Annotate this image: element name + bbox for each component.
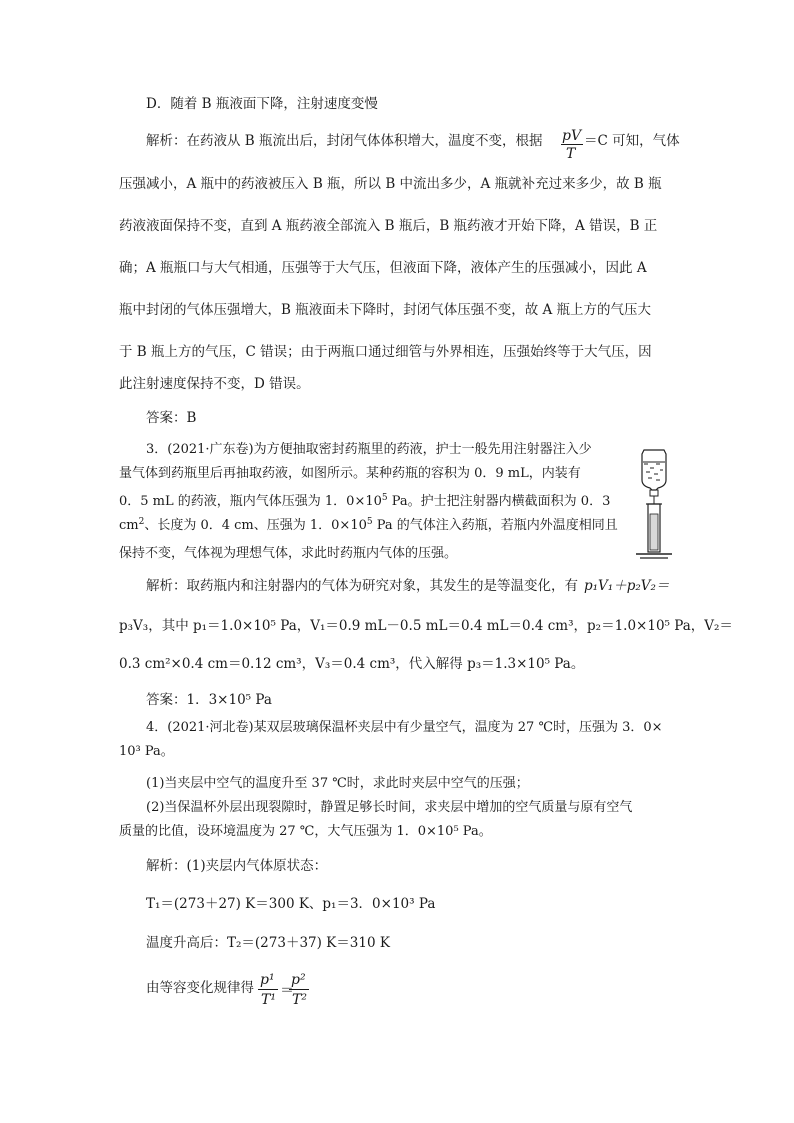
analysis-line-4: 确；A 瓶瓶口与大气相通，压强等于大气压，但液面下降，液体产生的压强减小，因此 A	[119, 260, 647, 276]
analysis-line-1	[146, 133, 543, 149]
q3-analysis-line-3: 0.3 cm²×0.4 cm＝0.12 cm³，V₃＝0.4 cm³，代入解得 p₃＝1.3×10⁵ Pa。	[119, 656, 585, 672]
fraction-bar	[561, 144, 583, 145]
vial-stopper	[650, 490, 658, 496]
q4-line-1: 4．(2021·河北卷)某双层玻璃保温杯夹层中有少量空气，温度为 27 ℃时，压强为 3．0×	[146, 720, 663, 735]
q3-line-4	[119, 514, 618, 534]
q4-analysis-line-2: T₁＝(273＋27) K＝300 K、p₁＝3．0×10³ Pa	[146, 896, 436, 912]
q3-line-5: 保持不变，气体视为理想气体，求此时药瓶内气体的压强。	[119, 546, 458, 561]
analysis-line-5: 瓶中封闭的气体压强增大，B 瓶液面未下降时，封闭气体压强不变，故 A 瓶上方的气压大	[119, 302, 652, 318]
analysis-line-6: 于 B 瓶上方的气压，C 错误；由于两瓶口通过细管与外界相连，压强始终等于大气压，因	[119, 344, 652, 360]
fraction-bar	[289, 989, 309, 990]
fraction-numerator: pV	[562, 128, 582, 144]
fraction-denominator: T²	[292, 992, 307, 1008]
fraction-denominator: T¹	[261, 992, 276, 1008]
equals-sign: ＝	[280, 983, 294, 999]
analysis-line-3: 药液液面保持不变，直到 A 瓶药液全部流入 B 瓶后，B 瓶药液才开始下降，A 错误，B 正	[119, 218, 658, 234]
exponent: 5	[366, 517, 373, 527]
option-d: D．随着 B 瓶液面下降，注射速度变慢	[146, 96, 378, 112]
q3-line-1: 3．(2021·广东卷)为方便抽取密封药瓶里的药液，护士一般先用注射器注入少	[146, 442, 592, 457]
q3-line-3-tail: Pa。护士把注射器内横截面积为 0．3	[387, 494, 611, 509]
q3-line-4-text: cm	[119, 518, 139, 533]
q3-analysis-text: 解析：取药瓶内和注射器内的气体为研究对象，其发生的是等温变化，有	[146, 578, 578, 594]
q4-analysis-line-4: 由等容变化规律得	[146, 980, 254, 996]
liquid-hatch	[644, 464, 663, 480]
q4-sub-1: (1)当夹层中空气的温度升至 37 ℃时，求此时夹层中空气的压强；	[146, 776, 529, 791]
q4-analysis-line-3: 温度升高后：T₂＝(273＋37) K＝310 K	[146, 935, 390, 951]
fraction-denominator: T	[566, 146, 576, 162]
answer-q3: 答案：1．3×10⁵ Pa	[146, 692, 272, 708]
syringe-vial-figure	[632, 444, 676, 562]
plunger	[650, 514, 658, 550]
q4-analysis-line-1: 解析：(1)夹层内气体原状态：	[146, 858, 328, 874]
exponent: 2	[138, 517, 145, 527]
fraction-numerator: p²	[291, 972, 306, 988]
q4-sub-2: (2)当保温杯外层出现裂隙时，静置足够长时间，求夹层中增加的空气质量与原有空气	[146, 800, 633, 815]
q3-line-2: 量气体到药瓶里后再抽取药液，如图所示。某种药瓶的容积为 0．9 mL，内装有	[119, 466, 581, 481]
q4-sub-2-cont: 质量的比值，设环境温度为 27 ℃，大气压强为 1．0×10⁵ Pa。	[119, 824, 492, 839]
q3-equation: p₁V₁＋p₂V₂＝	[584, 578, 670, 594]
q3-line-3-text: 0．5 mL 的药液，瓶内气体压强为 1．0×10	[119, 494, 382, 509]
q3-analysis-line-1	[146, 578, 669, 594]
analysis-line-1-tail: ＝C 可知，气体	[584, 133, 680, 149]
fraction-bar	[258, 989, 278, 990]
q3-analysis-line-2: p₃V₃，其中 p₁＝1.0×10⁵ Pa，V₁＝0.9 mL－0.5 mL＝0.4 mL＝0.4 cm³，p₂＝1.0×10⁵ Pa，V₂＝	[119, 618, 733, 634]
analysis-line-2: 压强减小，A 瓶中的药液被压入 B 瓶，所以 B 中流出多少，A 瓶就补充过来多少，故 B 瓶	[119, 176, 662, 192]
fraction-numerator: p¹	[260, 972, 275, 988]
analysis-line-7: 此注射速度保持不变，D 错误。	[119, 376, 310, 392]
q3-line-4-tail: Pa 的气体注入药瓶，若瓶内外温度相同且	[372, 518, 618, 533]
q3-line-4-mid: 、长度为 0．4 cm、压强为 1．0×10	[144, 518, 367, 533]
q4-line-2: 10³ Pa。	[119, 744, 174, 759]
answer-q2: 答案：B	[146, 410, 197, 426]
analysis-text: 解析：在药液从 B 瓶流出后，封闭气体体积增大，温度不变，根据	[146, 133, 543, 149]
exponent: 5	[381, 493, 388, 503]
q3-line-3	[119, 490, 610, 510]
